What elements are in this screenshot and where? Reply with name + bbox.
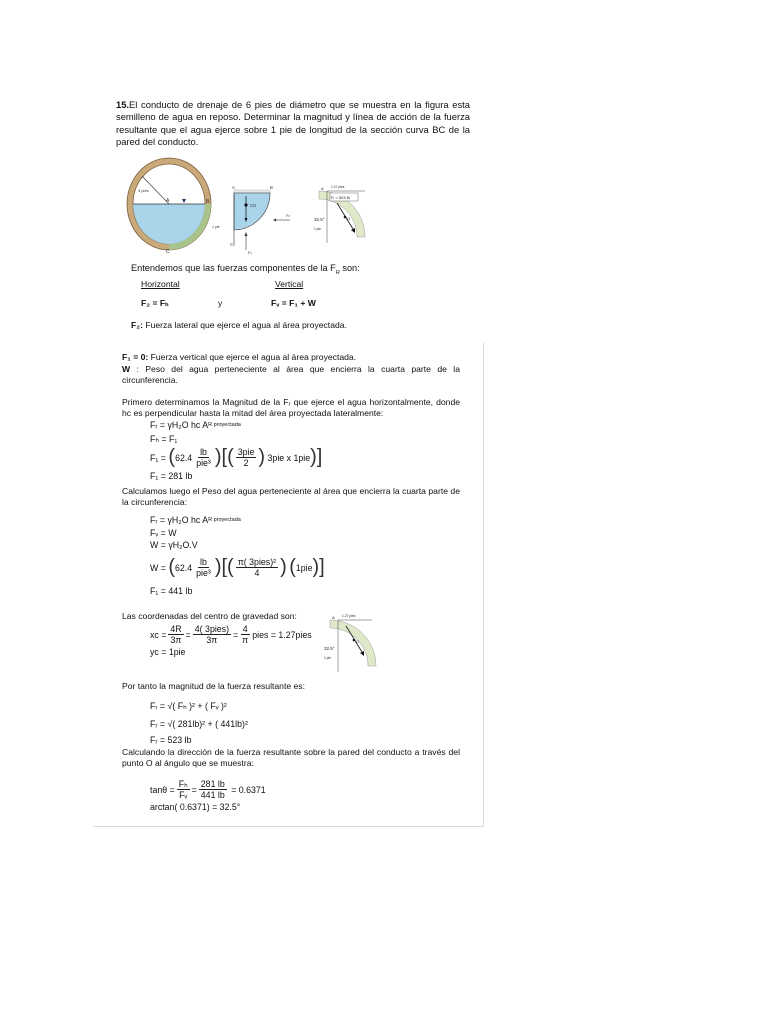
resultant-figure-top xyxy=(313,183,373,255)
eq5-line1: tanθ = $\frac{\text{Fₕ}}{\text{Fᵥ}}$ = $\frac{281 lb}{441 lb}$ = 0.6371 xyxy=(150,779,266,800)
top-plate xyxy=(234,190,270,193)
eq3-xc: xc = $\frac{4R}{3\pi}$ = $\frac{\text{4( 3pies)}}{3\pi}$ = $\frac{4}{\pi}$ pies = 1.27pies xyxy=(150,624,312,645)
eq1-line1: Fᵣ = γH₂O hc A R proyectada xyxy=(150,420,241,430)
fv-label: Fᵥ xyxy=(248,250,252,255)
fh-label: Fₕ xyxy=(286,213,291,218)
eq4-line2: Fᵣ = √( 281lb)² + ( 441lb)² xyxy=(150,719,248,729)
paragraph-5: Calculando la dirección de la fuerza resultante sobre la pared del conducto a través del punto O al ángulo que se muestra: xyxy=(122,747,460,768)
eq1-line3: F₁ = ( 62.4 $\frac{lb}{\text{pie³}}$ ) [ ( $\frac{\text{3pie}}{2}$ ) 3pie x 1pie ) ] xyxy=(150,446,323,468)
label-a: A xyxy=(166,198,170,204)
label-c: C xyxy=(166,249,170,255)
free-surface-marker-icon xyxy=(182,199,186,203)
vertical-header: Vertical xyxy=(275,279,304,289)
horizontal-header: Horizontal xyxy=(141,279,180,289)
fig3-label-o: O xyxy=(347,216,351,221)
left-arrow-icon xyxy=(273,219,276,222)
fb-label-a: A xyxy=(232,185,235,190)
eq2-line4: W = ( 62.4 $\frac{lb}{\text{pie³}}$ ) [ ( $\frac{\text{π( 3pies)²}}{4}$ ) ( 1pie ) ] xyxy=(150,556,325,578)
angle-label: 32.5° xyxy=(314,217,325,222)
eq2-line5: F₁ = 441 lb xyxy=(150,586,193,596)
cg-label: CG xyxy=(250,203,257,208)
fb-label-c: C xyxy=(230,242,234,247)
fig3-one-ft: 1 pie xyxy=(314,227,321,231)
y-conjunction: y xyxy=(218,298,223,308)
eq5-line2: arctan( 0.6371) = 32.5° xyxy=(150,802,241,812)
def-w: W : Peso del agua perteneciente al área que encierra la cuarta parte de la circunferencia. xyxy=(122,364,460,385)
intro-text: Entendemos que las fuerzas componentes de la $F_R$ son: xyxy=(131,263,360,276)
eq1-line4: F₁ = 281 lb xyxy=(150,471,193,481)
fig3-label-a: A xyxy=(321,186,324,191)
eq2-line2: Fᵥ = W xyxy=(150,528,177,538)
paragraph-1: Primero determinamos la Magnitud de la Fᵣ que ejerce el agua horizontalmente, donde hc es perpendicular hasta la mitad del área proyectada lateralmente: xyxy=(122,397,460,418)
def-f2: F₂: Fuerza lateral que ejerce el agua al área proyectada. xyxy=(131,320,347,330)
point-o-2 xyxy=(353,639,356,642)
fb-one-ft: 1 pie xyxy=(212,225,220,229)
curved-wall-2 xyxy=(330,620,376,666)
problem-statement xyxy=(116,99,470,149)
up-arrow-icon xyxy=(245,232,248,236)
paragraph-4: Por tanto la magnitud de la fuerza resultante es: xyxy=(122,681,305,691)
angle-label-2: 32.5° xyxy=(324,646,335,651)
eq3-yc: yc = 1pie xyxy=(150,647,186,657)
pipe-cross-section-figure xyxy=(126,158,212,255)
fr-value: Fᵣ = 523 lb xyxy=(331,195,350,200)
problem-number: 15. xyxy=(116,99,130,110)
eq2-line3: W = γH₂O.V xyxy=(150,540,198,550)
dim-top: 1.27 pies xyxy=(331,185,345,189)
fig4-one-ft: 1 pie xyxy=(324,656,331,660)
vertical-eq: Fᵥ = F₁ + W xyxy=(271,298,316,308)
water-quarter xyxy=(234,193,270,230)
problem-text: El conducto de drenaje de 6 pies de diámetro que se muestra en la figura esta semilleno de agua en reposo. Determinar la magnitud y línea de acción de la fuerza resultante que el agua ejerce sobre 1 pie de longitud de la sección curva BC de la pared del conducto. xyxy=(116,99,470,148)
eq1-line2: Fₕ = F₁ xyxy=(150,434,178,444)
resultant-figure-bottom xyxy=(324,612,384,682)
paragraph-2: Calculamos luego el Peso del agua perteneciente al área que encierra la cuarta parte de la circunferencia: xyxy=(122,486,460,507)
paragraph-3: Las coordenadas del centro de gravedad son: xyxy=(122,611,297,621)
eq4-line3: Fᵣ = 523 lb xyxy=(150,735,192,745)
radius-label: 3 pies xyxy=(138,188,149,193)
fig4-label-a: A xyxy=(332,615,335,620)
fig4-label-o: O xyxy=(356,639,360,644)
free-body-figure xyxy=(208,184,304,258)
eq2-line1: Fᵣ = γH₂O hc A R proyectada xyxy=(150,515,241,525)
horizontal-eq: F₂ = Fₕ xyxy=(141,298,169,308)
fb-label-b: B xyxy=(270,185,273,190)
def-f1: F₁ = 0: Fuerza vertical que ejerce el agua al área proyectada. xyxy=(122,352,357,362)
eq4-line1: Fᵣ = √( Fₕ )² + ( Fᵥ )² xyxy=(150,701,227,711)
label-b: B xyxy=(206,199,210,205)
dim-top-2: 1.27 pies xyxy=(342,614,356,618)
point-o xyxy=(344,216,347,219)
